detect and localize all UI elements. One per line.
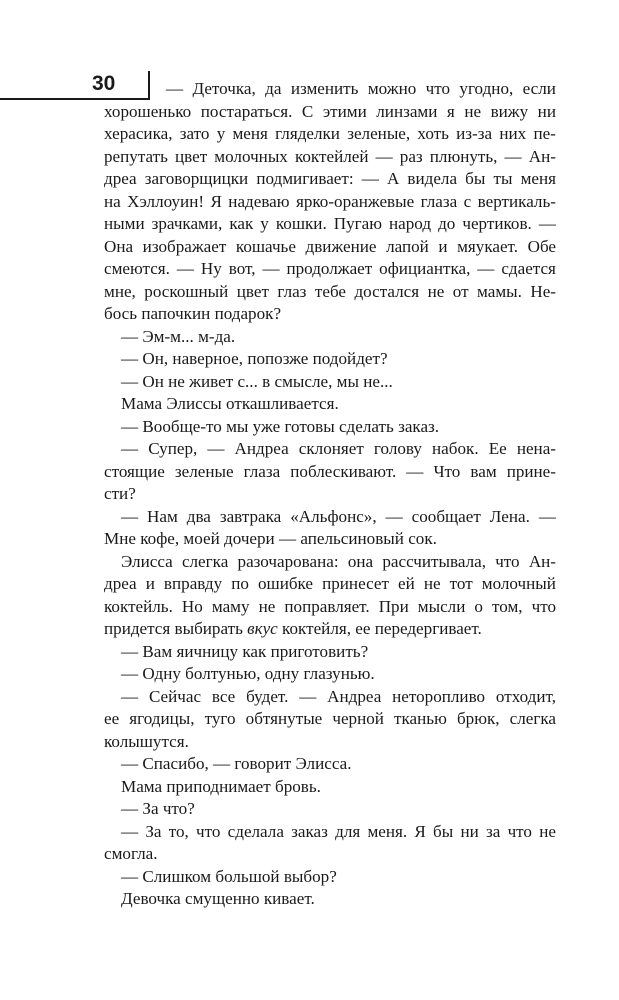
text-line: — Нам два завтрака «Альфонс», — сообщает Лена. —: [121, 506, 556, 526]
text-line: — Супер, — Андреа склоняет голову набок. Ее нена-: [121, 439, 556, 458]
text-line: — Деточка, да изменить можно что угодно, если: [166, 79, 556, 98]
text-line: — Вообще-то мы уже готовы сделать заказ.: [121, 416, 440, 436]
text-line: — Он, наверное, попозже подойдет?: [121, 349, 388, 368]
text-line: стоящие зеленые глаза поблескивают. — Что вам принe-: [104, 461, 556, 481]
text-line: — Слишком большой выбор?: [121, 866, 337, 886]
page-number: 30: [92, 72, 116, 95]
text-line: придется выбирать вкус коктейля, ее передергивает.: [104, 619, 482, 638]
text-line: на Хэллоуин! Я надеваю ярко-оранжевые глаза с вертикаль-: [104, 191, 556, 211]
text-line: колышутся.: [104, 731, 189, 751]
text-line: — Сейчас все будет. — Андреа неторопливо отходит,: [121, 686, 556, 706]
text-line: хорошенько постараться. С этими линзами я не вижу ни: [104, 101, 556, 121]
header-rule: [0, 98, 88, 100]
text-line: сти?: [104, 484, 136, 503]
text-line: Мама Элиссы откашливается.: [121, 394, 339, 413]
text-line: бось папочкин подарок?: [104, 304, 282, 323]
text-line: коктейль. Но маму не поправляет. При мысли о том, что: [104, 596, 556, 616]
text-line: Девочка смущенно кивает.: [121, 889, 315, 908]
text-line: — Эм-м... м-да.: [121, 326, 236, 346]
text-line: — Он не живет с... в смысле, мы не...: [121, 371, 393, 391]
text-line: дреа заговорщицки подмигивает: — А видела бы ты меня: [104, 169, 556, 188]
text-line: дреа и вправду по ошибке принесет ей не тот молочный: [104, 574, 556, 593]
text-line: ными зрачками, как у кошки. Пугаю народ до чертиков. —: [104, 214, 556, 233]
text-line: смеются. — Ну вот, — продолжает официантка, — сдается: [104, 259, 556, 278]
text-line: Элисса слегка разочарована: она рассчитывала, что Ан-: [121, 551, 556, 571]
text-line: — За то, что сделала заказ для меня. Я бы ни за что не: [121, 821, 556, 841]
text-line: Она изображает кошачье движение лапой и мяукает. Обе: [104, 236, 556, 256]
text-line: Мне кофе, моей дочери — апельсиновый сок.: [104, 529, 437, 548]
text-line: мне, роскошный цвет глаз тебе достался не от мамы. Не-: [104, 281, 556, 301]
text-line: репутать цвет молочных коктейлей — раз плюнуть, — Ан-: [104, 146, 556, 166]
text-line: херасика, зато у меня гляделки зеленые, хоть из-за них пе-: [104, 124, 556, 143]
body-text: [104, 78, 556, 911]
text-line: смогла.: [104, 844, 158, 863]
text-line: Мама приподнимает бровь.: [121, 776, 321, 796]
text-line: — Вам яичницу как приготовить?: [121, 641, 369, 661]
text-line: ее ягодицы, туго обтянутые черной тканью брюк, слегка: [104, 709, 556, 728]
text-line: — Спасибо, — говорит Элисса.: [121, 754, 352, 773]
text-line: — Одну болтунью, одну глазунью.: [121, 664, 375, 683]
text-line: — За что?: [121, 799, 195, 818]
